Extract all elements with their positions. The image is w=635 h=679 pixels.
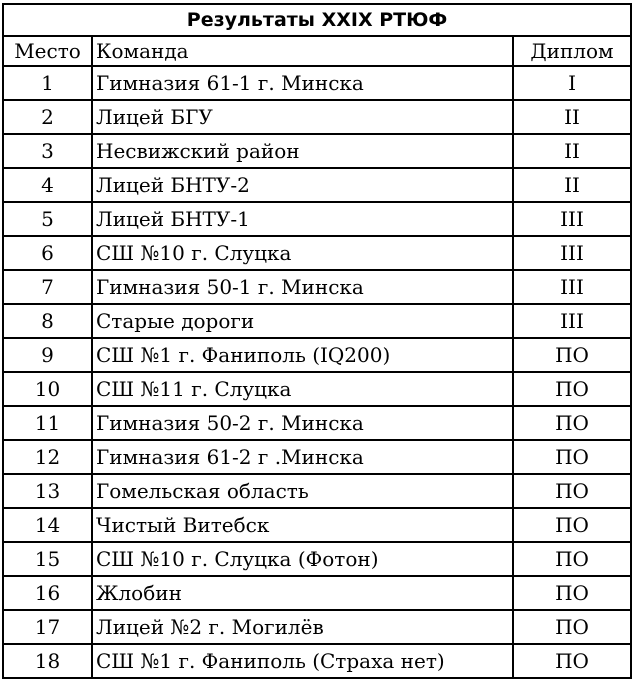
place-cell: 2 (3, 100, 92, 134)
table-row (3, 644, 631, 678)
diploma-cell: ПО (513, 610, 631, 644)
title-row (3, 4, 631, 36)
team-cell: Гимназия 61-1 г. Минска (92, 66, 513, 100)
diploma-cell: ПО (513, 372, 631, 406)
diploma-cell: ПО (513, 474, 631, 508)
diploma-cell: ПО (513, 644, 631, 678)
table-row (3, 66, 631, 100)
diploma-cell: III (513, 236, 631, 270)
table-row (3, 508, 631, 542)
team-cell: Старые дороги (92, 304, 513, 338)
team-cell: СШ №10 г. Слуцка (Фотон) (92, 542, 513, 576)
table-row (3, 134, 631, 168)
place-cell: 15 (3, 542, 92, 576)
place-cell: 11 (3, 406, 92, 440)
table-row (3, 202, 631, 236)
team-cell: СШ №11 г. Слуцка (92, 372, 513, 406)
table-row (3, 542, 631, 576)
team-cell: Лицей БНТУ-1 (92, 202, 513, 236)
place-cell: 3 (3, 134, 92, 168)
diploma-cell: ПО (513, 576, 631, 610)
team-cell: СШ №1 г. Фаниполь (Страха нет) (92, 644, 513, 678)
place-column-header: Место (3, 36, 92, 66)
team-column-header: Команда (92, 36, 513, 66)
diploma-cell: ПО (513, 406, 631, 440)
place-cell: 8 (3, 304, 92, 338)
place-cell: 16 (3, 576, 92, 610)
table-row (3, 100, 631, 134)
table-row (3, 304, 631, 338)
place-cell: 13 (3, 474, 92, 508)
team-cell: Лицей №2 г. Могилёв (92, 610, 513, 644)
diploma-cell: ПО (513, 508, 631, 542)
team-cell: Жлобин (92, 576, 513, 610)
table-row (3, 168, 631, 202)
diploma-cell: II (513, 100, 631, 134)
table-row (3, 338, 631, 372)
place-cell: 10 (3, 372, 92, 406)
results-table (2, 3, 632, 679)
diploma-cell: II (513, 168, 631, 202)
team-cell: СШ №1 г. Фаниполь (IQ200) (92, 338, 513, 372)
place-cell: 7 (3, 270, 92, 304)
header-row (3, 36, 631, 66)
team-cell: СШ №10 г. Слуцка (92, 236, 513, 270)
table-row (3, 440, 631, 474)
diploma-cell: ПО (513, 440, 631, 474)
diploma-cell: II (513, 134, 631, 168)
place-cell: 9 (3, 338, 92, 372)
team-cell: Гимназия 50-2 г. Минска (92, 406, 513, 440)
table-title: Результаты XXIX РТЮФ (3, 4, 631, 36)
team-cell: Чистый Витебск (92, 508, 513, 542)
table-row (3, 576, 631, 610)
place-cell: 18 (3, 644, 92, 678)
results-body (3, 66, 631, 678)
place-cell: 12 (3, 440, 92, 474)
team-cell: Гимназия 61-2 г .Минска (92, 440, 513, 474)
table-row (3, 474, 631, 508)
table-row (3, 610, 631, 644)
team-cell: Несвижский район (92, 134, 513, 168)
table-row (3, 406, 631, 440)
place-cell: 4 (3, 168, 92, 202)
team-cell: Гомельская область (92, 474, 513, 508)
table-row (3, 236, 631, 270)
diploma-column-header: Диплом (513, 36, 631, 66)
place-cell: 5 (3, 202, 92, 236)
diploma-cell: III (513, 270, 631, 304)
diploma-cell: I (513, 66, 631, 100)
diploma-cell: III (513, 202, 631, 236)
place-cell: 6 (3, 236, 92, 270)
place-cell: 14 (3, 508, 92, 542)
diploma-cell: ПО (513, 338, 631, 372)
diploma-cell: ПО (513, 542, 631, 576)
team-cell: Гимназия 50-1 г. Минска (92, 270, 513, 304)
diploma-cell: III (513, 304, 631, 338)
place-cell: 1 (3, 66, 92, 100)
table-row (3, 270, 631, 304)
place-cell: 17 (3, 610, 92, 644)
table-row (3, 372, 631, 406)
team-cell: Лицей БГУ (92, 100, 513, 134)
team-cell: Лицей БНТУ-2 (92, 168, 513, 202)
